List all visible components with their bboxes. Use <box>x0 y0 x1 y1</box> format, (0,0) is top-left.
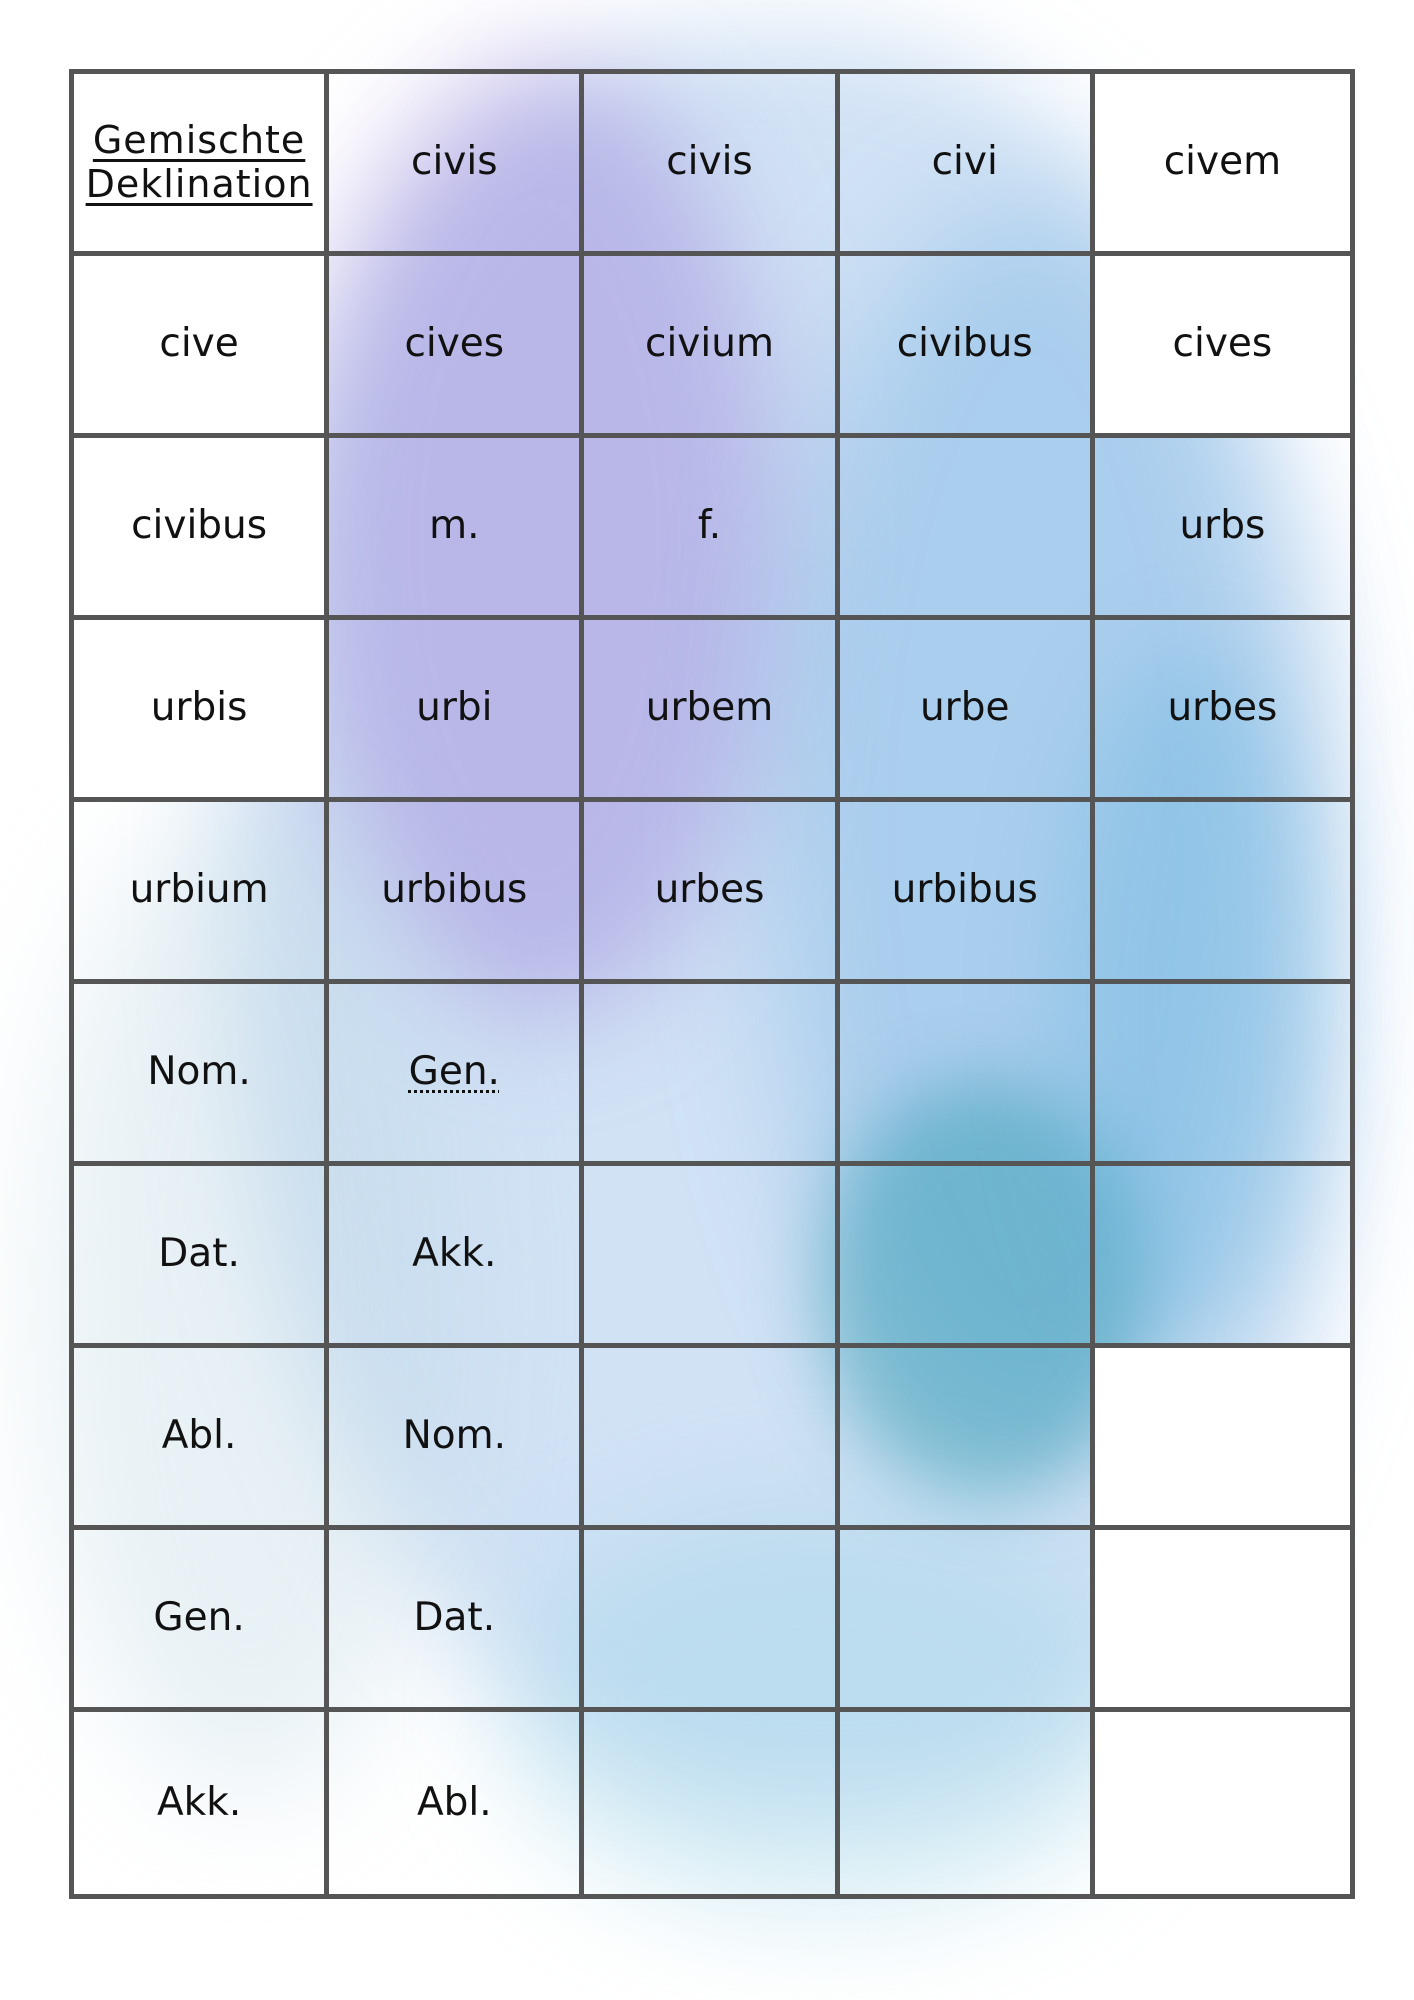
card-empty[interactable] <box>840 1712 1095 1894</box>
header-title-line2: Deklination <box>85 161 313 206</box>
card[interactable]: urbe <box>840 620 1095 802</box>
card[interactable]: urbium <box>74 802 329 984</box>
card-empty[interactable] <box>584 1166 839 1348</box>
card[interactable]: cives <box>1095 256 1350 438</box>
card[interactable]: urbibus <box>329 802 584 984</box>
card-empty[interactable] <box>840 1166 1095 1348</box>
declension-card-grid <box>69 69 1355 1899</box>
card-case-label[interactable]: Gen. <box>74 1530 329 1712</box>
card[interactable]: urbs <box>1095 438 1350 620</box>
card-case-label[interactable] <box>329 984 584 1166</box>
card[interactable]: civis <box>584 74 839 256</box>
card[interactable]: civium <box>584 256 839 438</box>
card[interactable]: cive <box>74 256 329 438</box>
card-empty[interactable] <box>840 1530 1095 1712</box>
card[interactable]: urbi <box>329 620 584 802</box>
card[interactable]: urbes <box>1095 620 1350 802</box>
card-empty[interactable] <box>840 438 1095 620</box>
card[interactable]: civibus <box>74 438 329 620</box>
card-case-label[interactable]: Akk. <box>329 1166 584 1348</box>
card[interactable]: urbis <box>74 620 329 802</box>
card-case-label[interactable]: Akk. <box>74 1712 329 1894</box>
card[interactable]: urbibus <box>840 802 1095 984</box>
card-empty[interactable] <box>1095 802 1350 984</box>
card-empty[interactable] <box>584 984 839 1166</box>
card-empty[interactable] <box>584 1348 839 1530</box>
card[interactable]: m. <box>329 438 584 620</box>
card-case-label[interactable]: Nom. <box>329 1348 584 1530</box>
card-case-label[interactable]: Abl. <box>74 1348 329 1530</box>
header-title <box>86 119 313 206</box>
card-empty[interactable] <box>1095 1348 1350 1530</box>
card-empty[interactable] <box>1095 984 1350 1166</box>
card-case-label[interactable]: Abl. <box>329 1712 584 1894</box>
card-empty[interactable] <box>840 1348 1095 1530</box>
card[interactable]: urbes <box>584 802 839 984</box>
case-label-gen: Gen. <box>408 1049 500 1095</box>
card[interactable]: civis <box>329 74 584 256</box>
card-empty[interactable] <box>1095 1166 1350 1348</box>
card-case-label[interactable]: Nom. <box>74 984 329 1166</box>
card[interactable]: civem <box>1095 74 1350 256</box>
card[interactable]: f. <box>584 438 839 620</box>
card-header[interactable] <box>74 74 329 256</box>
card-empty[interactable] <box>584 1712 839 1894</box>
card[interactable]: urbem <box>584 620 839 802</box>
card-empty[interactable] <box>1095 1712 1350 1894</box>
header-title-line1: Gemischte <box>92 117 306 162</box>
card[interactable]: civibus <box>840 256 1095 438</box>
card[interactable]: cives <box>329 256 584 438</box>
card[interactable]: civi <box>840 74 1095 256</box>
card-case-label[interactable]: Dat. <box>329 1530 584 1712</box>
card-empty[interactable] <box>1095 1530 1350 1712</box>
card-case-label[interactable]: Dat. <box>74 1166 329 1348</box>
card-empty[interactable] <box>840 984 1095 1166</box>
card-empty[interactable] <box>584 1530 839 1712</box>
